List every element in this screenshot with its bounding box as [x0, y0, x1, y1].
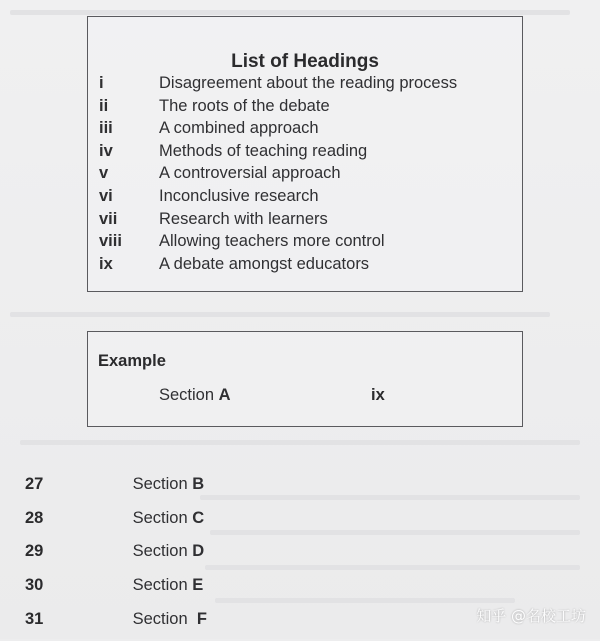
- question-section: [133, 608, 207, 630]
- question-number: 27: [25, 475, 44, 493]
- heading-text: Methods of teaching reading: [159, 141, 368, 160]
- watermark: 知乎 @名校工坊: [476, 607, 586, 625]
- example-section-word: Section: [159, 386, 215, 404]
- heading-text: Disagreement about the reading process: [159, 74, 458, 92]
- heading-numeral: v: [99, 164, 109, 183]
- question-item: [25, 574, 207, 608]
- question-section-letter: E: [192, 576, 204, 595]
- question-section-letter: B: [192, 475, 205, 493]
- question-number: 28: [25, 508, 44, 527]
- question-section-word: Section: [132, 508, 188, 527]
- bleed-through-line: [200, 495, 580, 500]
- question-section: [133, 574, 204, 596]
- headings-title: List of Headings: [231, 51, 379, 72]
- heading-numeral: vii: [99, 209, 118, 228]
- heading-numeral: viii: [99, 232, 122, 251]
- question-item: [25, 473, 207, 507]
- question-number: 31: [25, 609, 44, 628]
- question-item: [25, 540, 207, 574]
- question-section-word: Section: [132, 576, 188, 595]
- heading-item: [99, 230, 457, 253]
- heading-text: A controversial approach: [159, 164, 341, 183]
- bleed-through-line: [205, 565, 580, 570]
- heading-numeral: ii: [99, 96, 109, 115]
- heading-numeral: iii: [99, 119, 113, 138]
- bleed-through-line: [10, 312, 550, 317]
- question-section-letter: C: [192, 508, 205, 527]
- question-section-word: Section: [132, 609, 188, 628]
- question-number: 29: [25, 542, 44, 561]
- heading-item: [99, 162, 457, 185]
- bleed-through-line: [210, 530, 580, 535]
- heading-item: [99, 72, 457, 95]
- example-answer: ix: [371, 386, 385, 404]
- heading-item: [99, 117, 457, 140]
- heading-item: [99, 208, 457, 231]
- heading-numeral: iv: [99, 141, 113, 160]
- heading-numeral: ix: [99, 254, 113, 273]
- heading-numeral: vi: [99, 186, 113, 205]
- heading-text: A debate amongst educators: [159, 254, 370, 273]
- question-section-word: Section: [132, 475, 188, 493]
- heading-item: [99, 253, 457, 276]
- question-section: [133, 540, 205, 562]
- heading-text: Research with learners: [159, 209, 328, 228]
- example-title: Example: [98, 352, 166, 370]
- question-item: [25, 507, 207, 541]
- bleed-through-line: [215, 598, 515, 603]
- heading-text: A combined approach: [159, 119, 319, 138]
- heading-text: Allowing teachers more control: [159, 232, 385, 251]
- bleed-through-line: [10, 10, 570, 15]
- question-section: [133, 473, 205, 495]
- question-item: [25, 608, 207, 641]
- heading-item: [99, 185, 457, 208]
- heading-text: Inconclusive research: [159, 186, 319, 205]
- heading-item: [99, 140, 457, 163]
- heading-text: The roots of the debate: [159, 96, 330, 115]
- bleed-through-line: [20, 440, 580, 445]
- example-box: [87, 331, 523, 427]
- example-section: [159, 386, 231, 405]
- heading-numeral: i: [99, 74, 104, 92]
- question-section-word: Section: [132, 542, 188, 561]
- list-of-headings-box: [87, 16, 523, 292]
- question-section-letter: F: [196, 609, 207, 628]
- question-section: [133, 507, 205, 529]
- question-number: 30: [25, 576, 44, 595]
- example-section-letter: A: [218, 386, 231, 404]
- heading-list: [99, 72, 457, 275]
- heading-item: [99, 95, 457, 118]
- question-section-letter: D: [192, 542, 205, 561]
- question-list: [25, 473, 207, 641]
